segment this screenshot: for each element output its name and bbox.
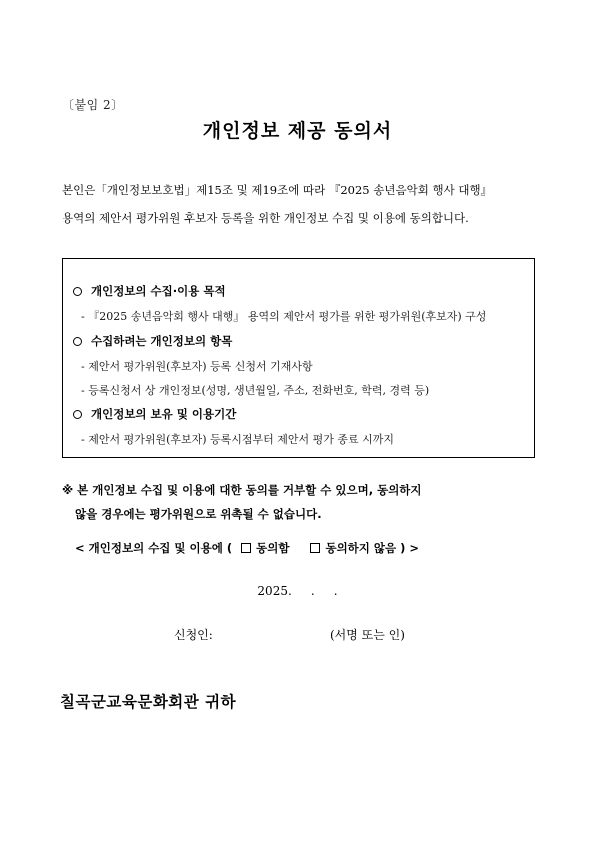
refusal-notice-line-2: 않을 경우에는 평가위원으로 위촉될 수 없습니다.: [75, 507, 322, 521]
circle-bullet-icon: [73, 410, 82, 419]
consent-choice: [75, 540, 419, 556]
signature-note: (서명 또는 인): [330, 628, 405, 642]
items-item-2: - 등록신청서 상 개인정보(성명, 생년월일, 주소, 전화번호, 학력, 경력 등): [81, 384, 430, 397]
disagree-label: 동의하지 않음: [325, 541, 397, 555]
addressee: 칠곡군교육문화회관 귀하: [60, 693, 237, 711]
intro-line-1: 본인은「개인정보보호법」제15조 및 제19조에 따라 『2025 송년음악회 행사 대행』: [62, 183, 493, 197]
period-item: - 제안서 평가위원(후보자) 등록시점부터 제안서 평가 종료 시까지: [81, 433, 395, 446]
items-item-1: - 제안서 평가위원(후보자) 등록 신청서 기재사항: [81, 360, 313, 373]
agree-label: 동의함: [256, 541, 290, 555]
refusal-notice-line-1: ※ 본 개인정보 수집 및 이용에 대한 동의를 거부할 수 있으며, 동의하지: [62, 483, 422, 497]
attachment-label: 〔붙임 2〕: [62, 98, 124, 112]
purpose-item: - 『2025 송년음악회 행사 대행』 용역의 제안서 평가를 위한 평가위원(후보자) 구성: [81, 310, 487, 323]
purpose-heading: 개인정보의 수집·이용 목적: [91, 284, 226, 298]
items-heading: 수집하려는 개인정보의 항목: [91, 334, 233, 348]
period-heading: 개인정보의 보유 및 이용기간: [91, 407, 237, 421]
applicant-label: 신청인:: [174, 628, 213, 642]
period-section: [73, 406, 236, 422]
consent-suffix: ) >: [400, 541, 420, 555]
disagree-checkbox[interactable]: [310, 543, 320, 553]
agree-checkbox[interactable]: [241, 543, 251, 553]
date-field[interactable]: 2025. . .: [257, 584, 338, 598]
consent-prefix: < 개인정보의 수집 및 이용에 (: [75, 541, 233, 555]
circle-bullet-icon: [73, 287, 82, 296]
page-title: 개인정보 제공 동의서: [202, 120, 393, 142]
consent-details-box: [62, 258, 535, 458]
purpose-section: [73, 283, 226, 299]
intro-line-2: 용역의 제안서 평가위원 후보자 등록을 위한 개인정보 수집 및 이용에 동의합니다.: [62, 211, 469, 225]
items-section: [73, 333, 232, 349]
circle-bullet-icon: [73, 337, 82, 346]
